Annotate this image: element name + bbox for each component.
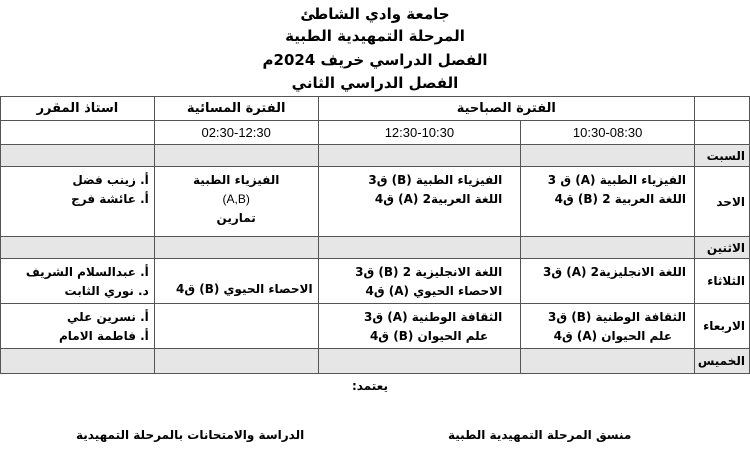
class-type: تمارين [216,211,256,225]
class-entry: اللغة العربية2 (A) ق4 [374,192,503,206]
day-label: الاحد [695,167,750,237]
slot3-cell [154,259,318,304]
morning-period-header: الفترة الصباحية [318,97,694,121]
class-entry: الاحصاء الحيوي (B) ق4 [175,282,313,296]
class-entry: اللغة الانجليزية2 (A) ق3 [542,265,687,279]
table-row-saturday [1,145,750,167]
class-entry: الثقافة الوطنية (B) ق3 [547,310,687,324]
slot2-cell [318,259,521,304]
time-slot-2: 12:30-10:30 [318,121,521,145]
slot2-cell [318,167,521,237]
instructor-header: استاذ المقرر [1,97,155,121]
instructor-name: أ. زينب فضل [72,173,149,187]
exams-office-signature: الدراسة والامتحانات بالمرحلة التمهيدية [76,428,305,442]
empty-cell [521,145,695,167]
semester-title: الفصل الدراسي الثاني [291,74,459,92]
class-entry: علم الحيوان (A) ق4 [553,329,673,343]
empty-cell [521,349,695,374]
empty-cell [154,349,318,374]
day-label: الاربعاء [695,304,750,349]
instructor-name: أ. عائشة فرج [71,192,149,206]
empty-cell [318,237,521,259]
day-header-cell [695,97,750,121]
empty-cell [1,145,155,167]
times-row [1,121,750,145]
class-entry: الفيزياء الطبية (A) ق 3 [547,173,687,187]
class-entry: اللغة الانجليزية 2 (B) ق3 [355,265,503,279]
empty-cell [154,304,318,349]
evening-period-header: الفترة المسائية [154,97,318,121]
day-label: السبت [695,145,750,167]
slot1-cell [521,167,695,237]
approval-label: يعتمد: [352,379,388,393]
empty-cell [1,237,155,259]
class-groups: (A,B) [222,192,250,206]
instructor-name: أ. فاطمة الامام [58,329,149,343]
class-entry: الاحصاء الحيوي (A) ق4 [365,284,503,298]
slot2-cell [318,304,521,349]
instructor-name: د. نوري الثابت [64,284,149,298]
slot3-cell [154,167,318,237]
day-label: الاثنين [695,237,750,259]
instructors-cell [1,259,155,304]
header-row [1,97,750,121]
empty-cell [154,145,318,167]
empty-cell [318,349,521,374]
empty-cell [318,145,521,167]
slot1-cell [521,259,695,304]
coordinator-signature: منسق المرحلة التمهيدية الطبية [448,428,632,442]
instructors-cell [1,167,155,237]
class-entry: اللغة العربية 2 (B) ق4 [554,192,687,206]
table-row-tuesday [1,259,750,304]
table-row-thursday [1,349,750,374]
day-label: الثلاثاء [695,259,750,304]
class-entry: الثقافة الوطنية (A) ق3 [364,310,503,324]
empty-cell [1,121,155,145]
day-label: الخميس [695,349,750,374]
university-title: جامعة وادي الشاطئ [300,5,450,23]
empty-cell [154,237,318,259]
instructor-name: أ. نسرين علي [67,310,149,324]
time-slot-1: 10:30-08:30 [521,121,695,145]
table-row-wednesday [1,304,750,349]
season-title: الفصل الدراسي خريف 2024م [262,51,488,69]
slot1-cell [521,304,695,349]
class-entry: الفيزياء الطبية (B) ق3 [368,173,503,187]
time-slot-3: 02:30-12:30 [154,121,318,145]
table-row-monday [1,237,750,259]
schedule-table [0,96,750,374]
class-entry: الفيزياء الطبية [193,173,280,187]
instructor-name: أ. عبدالسلام الشريف [25,265,149,279]
empty-cell [521,237,695,259]
table-row-sunday [1,167,750,237]
empty-cell [1,349,155,374]
class-entry: علم الحيوان (B) ق4 [369,329,489,343]
stage-title: المرحلة التمهيدية الطبية [285,27,465,45]
empty-cell [695,121,750,145]
instructors-cell [1,304,155,349]
